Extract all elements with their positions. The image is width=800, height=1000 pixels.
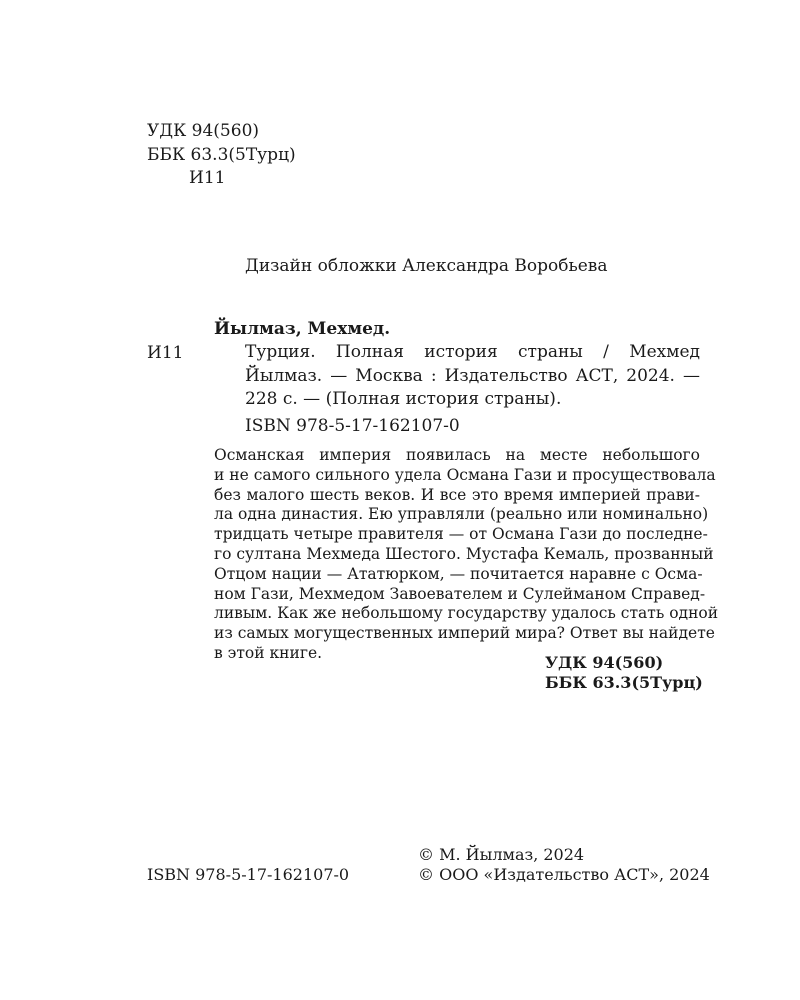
entry-author-mark: И11 <box>147 343 184 363</box>
annotation <box>214 446 719 664</box>
annotation-line: тридцать четыре правителя — от Османа Гази до последне- <box>214 525 708 544</box>
annotation-line: ливым. Как же небольшому государству удалось стать одной <box>214 604 719 623</box>
bib-line: Турция. Полная история страны / Мехмед <box>245 342 700 362</box>
bbk-code: ББК 63.3(5Турц) <box>147 145 296 165</box>
annotation-line: ла одна династия. Ею управляли (реально или номинально) <box>214 505 709 524</box>
udk-code-right: УДК 94(560) <box>545 653 664 672</box>
annotation-line: без малого шесть веков. И все это время империей прави- <box>214 485 700 504</box>
bibliographic-description <box>245 341 700 412</box>
annotation-line: го султана Мехмеда Шестого. Мустафа Кемаль, прозванный <box>214 544 714 563</box>
copyright-author: © М. Йылмаз, 2024 <box>418 845 585 864</box>
annotation-line: Османская империя появилась на месте небольшого <box>214 446 700 464</box>
bbk-code-right: ББК 63.3(5Турц) <box>545 673 703 692</box>
author-mark: И11 <box>189 168 226 188</box>
author-heading: Йылмаз, Мехмед. <box>214 319 391 339</box>
entry-isbn: ISBN 978-5-17-162107-0 <box>245 416 460 436</box>
annotation-line: и не самого сильного удела Османа Гази и просуществовала <box>214 465 716 484</box>
udk-code: УДК 94(560) <box>147 121 260 141</box>
bib-line: 228 с. — (Полная история страны). <box>245 389 562 409</box>
copyright-publisher: © ООО «Издательство АСТ», 2024 <box>418 865 710 884</box>
annotation-line: из самых могущественных империй мира? Ответ вы найдете <box>214 624 715 643</box>
footer-isbn: ISBN 978-5-17-162107-0 <box>147 865 350 884</box>
annotation-line: в этой книге. <box>214 643 323 662</box>
annotation-line: ном Гази, Мехмедом Завоевателем и Сулейманом Справед- <box>214 584 706 603</box>
annotation-line: Отцом нации — Ататюрком, — почитается наравне с Осма- <box>214 564 703 583</box>
bib-line: Йылмаз. — Москва : Издательство АСТ, 2024. — <box>245 365 700 386</box>
cover-design-credit: Дизайн обложки Александра Воробьева <box>245 256 608 276</box>
